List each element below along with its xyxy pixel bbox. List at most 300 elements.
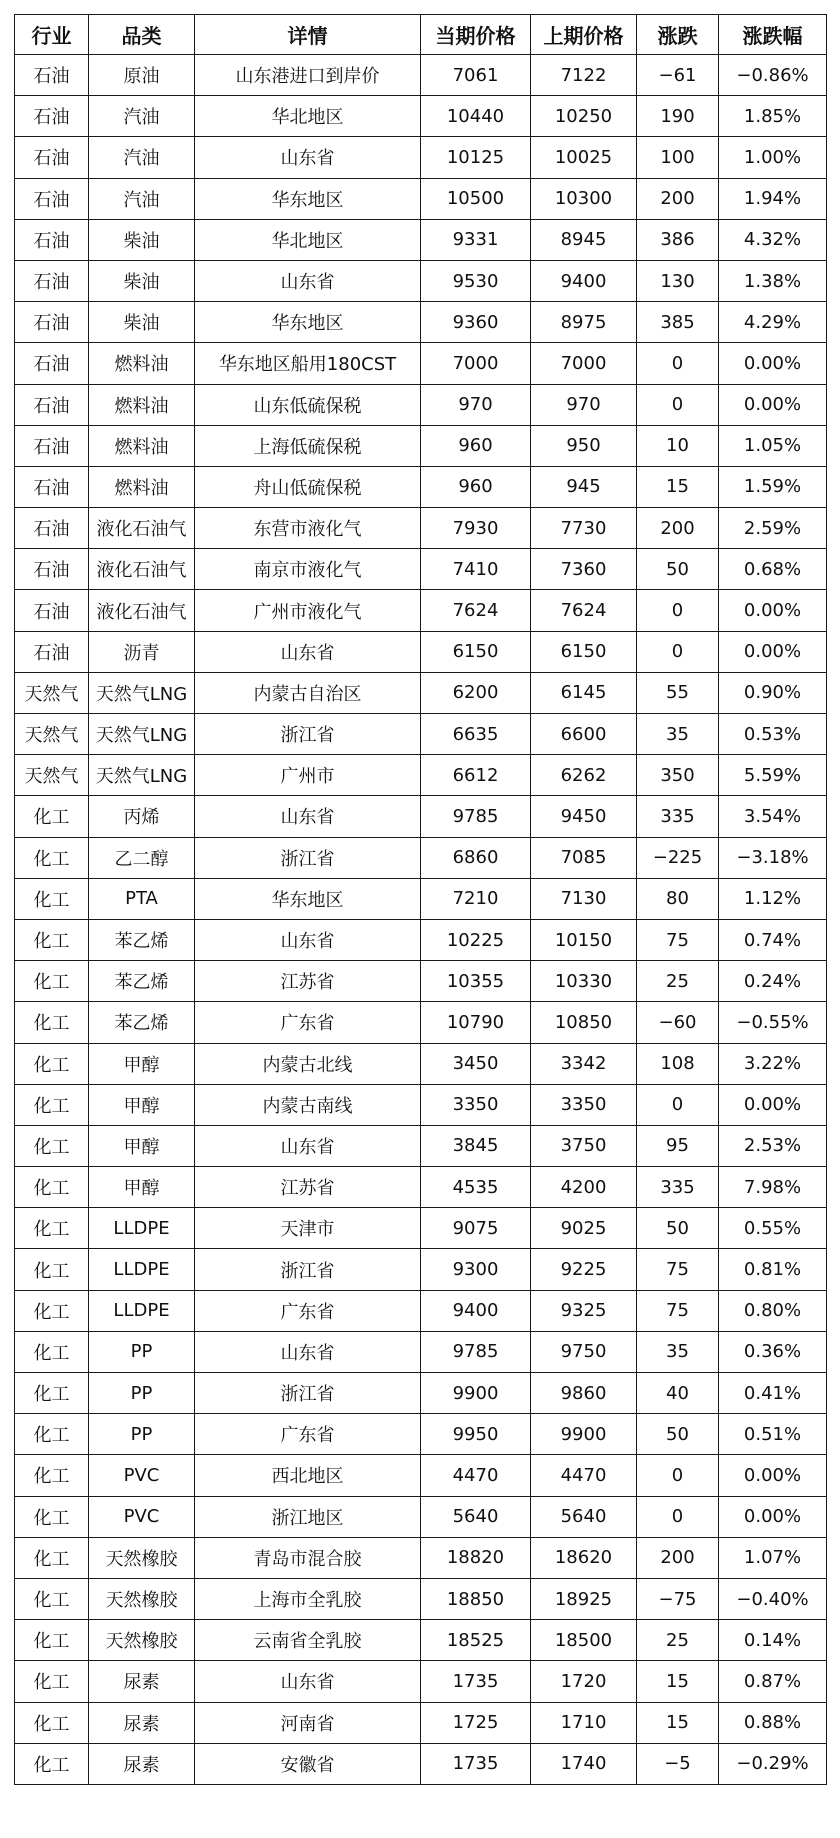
header-current-price: 当期价格 xyxy=(421,15,531,55)
cell-detail: 天津市 xyxy=(195,1208,421,1249)
cell-detail: 河南省 xyxy=(195,1702,421,1743)
cell-current-price: 1725 xyxy=(421,1702,531,1743)
cell-current-price: 9785 xyxy=(421,796,531,837)
cell-previous-price: 9450 xyxy=(531,796,637,837)
cell-category: 甲醇 xyxy=(89,1084,195,1125)
cell-change-percent: 0.53% xyxy=(719,714,827,755)
cell-change: 0 xyxy=(637,1455,719,1496)
cell-change-percent: 5.59% xyxy=(719,755,827,796)
cell-category: PVC xyxy=(89,1496,195,1537)
cell-current-price: 5640 xyxy=(421,1496,531,1537)
cell-previous-price: 10330 xyxy=(531,961,637,1002)
cell-category: 柴油 xyxy=(89,302,195,343)
table-row xyxy=(15,755,827,796)
price-table-container xyxy=(14,14,826,1785)
cell-category: 甲醇 xyxy=(89,1125,195,1166)
cell-change-percent: −0.55% xyxy=(719,1002,827,1043)
cell-industry: 石油 xyxy=(15,508,89,549)
cell-change: 75 xyxy=(637,1249,719,1290)
cell-category: 尿素 xyxy=(89,1743,195,1784)
table-row xyxy=(15,631,827,672)
cell-current-price: 18850 xyxy=(421,1578,531,1619)
cell-industry: 石油 xyxy=(15,260,89,301)
table-row xyxy=(15,1743,827,1784)
cell-industry: 石油 xyxy=(15,96,89,137)
cell-detail: 山东省 xyxy=(195,631,421,672)
cell-change-percent: 1.59% xyxy=(719,466,827,507)
cell-industry: 化工 xyxy=(15,1208,89,1249)
cell-category: 汽油 xyxy=(89,178,195,219)
cell-category: 汽油 xyxy=(89,96,195,137)
cell-change-percent: 0.00% xyxy=(719,1084,827,1125)
cell-current-price: 7061 xyxy=(421,55,531,96)
cell-change-percent: 2.59% xyxy=(719,508,827,549)
cell-industry: 化工 xyxy=(15,1084,89,1125)
cell-current-price: 9360 xyxy=(421,302,531,343)
table-row xyxy=(15,1002,827,1043)
cell-detail: 云南省全乳胶 xyxy=(195,1620,421,1661)
cell-detail: 东营市液化气 xyxy=(195,508,421,549)
cell-current-price: 970 xyxy=(421,384,531,425)
cell-previous-price: 5640 xyxy=(531,1496,637,1537)
cell-current-price: 10225 xyxy=(421,919,531,960)
cell-change: 50 xyxy=(637,1414,719,1455)
cell-change-percent: −0.86% xyxy=(719,55,827,96)
header-detail: 详情 xyxy=(195,15,421,55)
cell-change: 15 xyxy=(637,1661,719,1702)
cell-category: 天然橡胶 xyxy=(89,1578,195,1619)
cell-previous-price: 8945 xyxy=(531,219,637,260)
cell-industry: 石油 xyxy=(15,549,89,590)
cell-current-price: 3450 xyxy=(421,1043,531,1084)
cell-current-price: 4470 xyxy=(421,1455,531,1496)
cell-previous-price: 10850 xyxy=(531,1002,637,1043)
cell-change: 50 xyxy=(637,1208,719,1249)
cell-current-price: 1735 xyxy=(421,1661,531,1702)
cell-industry: 化工 xyxy=(15,1167,89,1208)
table-row xyxy=(15,1043,827,1084)
cell-previous-price: 950 xyxy=(531,425,637,466)
cell-detail: 上海市全乳胶 xyxy=(195,1578,421,1619)
cell-change: −75 xyxy=(637,1578,719,1619)
cell-current-price: 7410 xyxy=(421,549,531,590)
cell-change-percent: 0.88% xyxy=(719,1702,827,1743)
cell-change-percent: −0.29% xyxy=(719,1743,827,1784)
cell-detail: 华东地区 xyxy=(195,878,421,919)
cell-current-price: 18820 xyxy=(421,1537,531,1578)
table-body xyxy=(15,55,827,1785)
table-row xyxy=(15,919,827,960)
table-row xyxy=(15,714,827,755)
cell-detail: 华东地区 xyxy=(195,178,421,219)
cell-change-percent: 0.41% xyxy=(719,1373,827,1414)
cell-previous-price: 6600 xyxy=(531,714,637,755)
cell-change-percent: 0.81% xyxy=(719,1249,827,1290)
cell-previous-price: 970 xyxy=(531,384,637,425)
cell-change-percent: 1.07% xyxy=(719,1537,827,1578)
cell-current-price: 9950 xyxy=(421,1414,531,1455)
table-row xyxy=(15,219,827,260)
table-row xyxy=(15,1496,827,1537)
cell-change: 15 xyxy=(637,1702,719,1743)
cell-previous-price: 9325 xyxy=(531,1290,637,1331)
cell-change-percent: 0.68% xyxy=(719,549,827,590)
cell-category: 苯乙烯 xyxy=(89,961,195,1002)
cell-change-percent: 0.74% xyxy=(719,919,827,960)
table-row xyxy=(15,260,827,301)
cell-category: 苯乙烯 xyxy=(89,1002,195,1043)
cell-change: 385 xyxy=(637,302,719,343)
table-row xyxy=(15,1414,827,1455)
cell-change: 50 xyxy=(637,549,719,590)
cell-current-price: 7210 xyxy=(421,878,531,919)
cell-change-percent: 0.00% xyxy=(719,384,827,425)
cell-change-percent: 0.80% xyxy=(719,1290,827,1331)
cell-industry: 石油 xyxy=(15,137,89,178)
price-table xyxy=(14,14,827,1785)
cell-change-percent: 1.38% xyxy=(719,260,827,301)
cell-change-percent: 0.24% xyxy=(719,961,827,1002)
cell-detail: 南京市液化气 xyxy=(195,549,421,590)
cell-industry: 化工 xyxy=(15,1249,89,1290)
cell-industry: 石油 xyxy=(15,590,89,631)
cell-industry: 石油 xyxy=(15,219,89,260)
cell-detail: 安徽省 xyxy=(195,1743,421,1784)
cell-previous-price: 1720 xyxy=(531,1661,637,1702)
table-row xyxy=(15,549,827,590)
header-category: 品类 xyxy=(89,15,195,55)
cell-current-price: 3350 xyxy=(421,1084,531,1125)
cell-change: −5 xyxy=(637,1743,719,1784)
cell-industry: 化工 xyxy=(15,1537,89,1578)
cell-detail: 内蒙古自治区 xyxy=(195,672,421,713)
cell-industry: 化工 xyxy=(15,1331,89,1372)
cell-change: 40 xyxy=(637,1373,719,1414)
header-change-percent: 涨跌幅 xyxy=(719,15,827,55)
cell-category: 尿素 xyxy=(89,1661,195,1702)
cell-previous-price: 10150 xyxy=(531,919,637,960)
cell-change: 100 xyxy=(637,137,719,178)
cell-current-price: 9075 xyxy=(421,1208,531,1249)
cell-change: 0 xyxy=(637,631,719,672)
cell-change: 335 xyxy=(637,1167,719,1208)
cell-detail: 浙江省 xyxy=(195,1373,421,1414)
cell-industry: 化工 xyxy=(15,1414,89,1455)
cell-detail: 山东省 xyxy=(195,260,421,301)
cell-industry: 化工 xyxy=(15,1290,89,1331)
table-row xyxy=(15,961,827,1002)
cell-change-percent: −3.18% xyxy=(719,837,827,878)
cell-previous-price: 945 xyxy=(531,466,637,507)
cell-detail: 广东省 xyxy=(195,1002,421,1043)
cell-change: 0 xyxy=(637,1084,719,1125)
table-row xyxy=(15,178,827,219)
cell-change: 0 xyxy=(637,384,719,425)
cell-category: 燃料油 xyxy=(89,466,195,507)
cell-change: −61 xyxy=(637,55,719,96)
cell-category: 液化石油气 xyxy=(89,508,195,549)
cell-category: 乙二醇 xyxy=(89,837,195,878)
cell-detail: 华东地区船用180CST xyxy=(195,343,421,384)
cell-current-price: 9530 xyxy=(421,260,531,301)
cell-previous-price: 3750 xyxy=(531,1125,637,1166)
cell-change: 0 xyxy=(637,1496,719,1537)
cell-change-percent: 2.53% xyxy=(719,1125,827,1166)
cell-change: 25 xyxy=(637,961,719,1002)
cell-previous-price: 18500 xyxy=(531,1620,637,1661)
cell-previous-price: 7730 xyxy=(531,508,637,549)
cell-previous-price: 3342 xyxy=(531,1043,637,1084)
cell-previous-price: 7122 xyxy=(531,55,637,96)
cell-previous-price: 7360 xyxy=(531,549,637,590)
cell-industry: 石油 xyxy=(15,384,89,425)
cell-current-price: 6635 xyxy=(421,714,531,755)
cell-category: PP xyxy=(89,1414,195,1455)
header-previous-price: 上期价格 xyxy=(531,15,637,55)
cell-previous-price: 9400 xyxy=(531,260,637,301)
cell-change-percent: 0.00% xyxy=(719,590,827,631)
cell-category: PVC xyxy=(89,1455,195,1496)
table-row xyxy=(15,384,827,425)
cell-current-price: 10500 xyxy=(421,178,531,219)
cell-previous-price: 4470 xyxy=(531,1455,637,1496)
cell-previous-price: 6262 xyxy=(531,755,637,796)
cell-change-percent: 4.29% xyxy=(719,302,827,343)
cell-change-percent: 3.22% xyxy=(719,1043,827,1084)
cell-detail: 上海低硫保税 xyxy=(195,425,421,466)
cell-previous-price: 10250 xyxy=(531,96,637,137)
cell-change-percent: 0.00% xyxy=(719,1455,827,1496)
cell-change: 35 xyxy=(637,1331,719,1372)
cell-category: 天然气LNG xyxy=(89,755,195,796)
cell-detail: 广东省 xyxy=(195,1414,421,1455)
cell-previous-price: 10025 xyxy=(531,137,637,178)
cell-industry: 石油 xyxy=(15,178,89,219)
cell-current-price: 9400 xyxy=(421,1290,531,1331)
cell-detail: 山东省 xyxy=(195,796,421,837)
cell-previous-price: 8975 xyxy=(531,302,637,343)
cell-previous-price: 6145 xyxy=(531,672,637,713)
cell-change-percent: 0.00% xyxy=(719,631,827,672)
cell-change: 0 xyxy=(637,590,719,631)
cell-category: 天然气LNG xyxy=(89,714,195,755)
cell-category: 尿素 xyxy=(89,1702,195,1743)
cell-current-price: 7000 xyxy=(421,343,531,384)
cell-change-percent: 0.36% xyxy=(719,1331,827,1372)
cell-previous-price: 9025 xyxy=(531,1208,637,1249)
cell-category: 燃料油 xyxy=(89,384,195,425)
table-row xyxy=(15,1661,827,1702)
table-row xyxy=(15,878,827,919)
cell-current-price: 6612 xyxy=(421,755,531,796)
cell-change: 75 xyxy=(637,1290,719,1331)
cell-change: 95 xyxy=(637,1125,719,1166)
cell-industry: 化工 xyxy=(15,1373,89,1414)
table-row xyxy=(15,1167,827,1208)
cell-detail: 浙江地区 xyxy=(195,1496,421,1537)
cell-change: 80 xyxy=(637,878,719,919)
header-change: 涨跌 xyxy=(637,15,719,55)
cell-detail: 内蒙古北线 xyxy=(195,1043,421,1084)
cell-current-price: 960 xyxy=(421,466,531,507)
cell-category: PP xyxy=(89,1373,195,1414)
cell-category: 汽油 xyxy=(89,137,195,178)
cell-change-percent: 4.32% xyxy=(719,219,827,260)
table-row xyxy=(15,55,827,96)
cell-detail: 广州市液化气 xyxy=(195,590,421,631)
cell-category: 天然橡胶 xyxy=(89,1620,195,1661)
cell-previous-price: 1710 xyxy=(531,1702,637,1743)
table-row xyxy=(15,302,827,343)
cell-change: 55 xyxy=(637,672,719,713)
cell-current-price: 6150 xyxy=(421,631,531,672)
cell-change-percent: 0.55% xyxy=(719,1208,827,1249)
cell-change: 350 xyxy=(637,755,719,796)
cell-change: 0 xyxy=(637,343,719,384)
cell-industry: 化工 xyxy=(15,919,89,960)
table-row xyxy=(15,1208,827,1249)
cell-previous-price: 9860 xyxy=(531,1373,637,1414)
cell-detail: 山东港进口到岸价 xyxy=(195,55,421,96)
cell-change-percent: −0.40% xyxy=(719,1578,827,1619)
cell-category: LLDPE xyxy=(89,1249,195,1290)
cell-change-percent: 1.94% xyxy=(719,178,827,219)
cell-detail: 浙江省 xyxy=(195,837,421,878)
cell-previous-price: 7624 xyxy=(531,590,637,631)
cell-current-price: 10355 xyxy=(421,961,531,1002)
cell-change-percent: 0.14% xyxy=(719,1620,827,1661)
cell-industry: 天然气 xyxy=(15,672,89,713)
cell-industry: 石油 xyxy=(15,425,89,466)
cell-change-percent: 3.54% xyxy=(719,796,827,837)
table-row xyxy=(15,1373,827,1414)
cell-previous-price: 9900 xyxy=(531,1414,637,1455)
cell-current-price: 960 xyxy=(421,425,531,466)
cell-category: 燃料油 xyxy=(89,343,195,384)
cell-industry: 化工 xyxy=(15,1455,89,1496)
cell-current-price: 7624 xyxy=(421,590,531,631)
cell-change: 25 xyxy=(637,1620,719,1661)
cell-industry: 天然气 xyxy=(15,714,89,755)
cell-current-price: 4535 xyxy=(421,1167,531,1208)
cell-industry: 化工 xyxy=(15,878,89,919)
cell-industry: 化工 xyxy=(15,1496,89,1537)
cell-previous-price: 10300 xyxy=(531,178,637,219)
table-header-row xyxy=(15,15,827,55)
cell-category: 原油 xyxy=(89,55,195,96)
cell-current-price: 9785 xyxy=(421,1331,531,1372)
cell-previous-price: 7130 xyxy=(531,878,637,919)
cell-industry: 化工 xyxy=(15,1578,89,1619)
cell-category: 柴油 xyxy=(89,219,195,260)
cell-detail: 山东省 xyxy=(195,919,421,960)
cell-detail: 华北地区 xyxy=(195,96,421,137)
cell-change-percent: 1.05% xyxy=(719,425,827,466)
cell-industry: 化工 xyxy=(15,1743,89,1784)
cell-category: 液化石油气 xyxy=(89,590,195,631)
cell-industry: 化工 xyxy=(15,1125,89,1166)
cell-detail: 华东地区 xyxy=(195,302,421,343)
table-row xyxy=(15,466,827,507)
cell-change: 200 xyxy=(637,178,719,219)
table-row xyxy=(15,1702,827,1743)
cell-industry: 化工 xyxy=(15,796,89,837)
cell-detail: 浙江省 xyxy=(195,714,421,755)
cell-industry: 化工 xyxy=(15,1661,89,1702)
cell-detail: 山东省 xyxy=(195,137,421,178)
table-row xyxy=(15,672,827,713)
cell-previous-price: 4200 xyxy=(531,1167,637,1208)
cell-current-price: 3845 xyxy=(421,1125,531,1166)
cell-category: 苯乙烯 xyxy=(89,919,195,960)
cell-industry: 天然气 xyxy=(15,755,89,796)
cell-change-percent: 0.00% xyxy=(719,343,827,384)
cell-current-price: 10440 xyxy=(421,96,531,137)
cell-change: 10 xyxy=(637,425,719,466)
table-row xyxy=(15,137,827,178)
cell-industry: 化工 xyxy=(15,961,89,1002)
cell-current-price: 18525 xyxy=(421,1620,531,1661)
cell-detail: 西北地区 xyxy=(195,1455,421,1496)
cell-change: 200 xyxy=(637,508,719,549)
table-row xyxy=(15,343,827,384)
cell-category: 沥青 xyxy=(89,631,195,672)
table-row xyxy=(15,796,827,837)
cell-detail: 内蒙古南线 xyxy=(195,1084,421,1125)
table-row xyxy=(15,1084,827,1125)
table-row xyxy=(15,1455,827,1496)
cell-change-percent: 0.87% xyxy=(719,1661,827,1702)
cell-category: 液化石油气 xyxy=(89,549,195,590)
cell-previous-price: 7000 xyxy=(531,343,637,384)
header-industry: 行业 xyxy=(15,15,89,55)
cell-change: 200 xyxy=(637,1537,719,1578)
cell-detail: 江苏省 xyxy=(195,961,421,1002)
cell-previous-price: 9750 xyxy=(531,1331,637,1372)
table-row xyxy=(15,508,827,549)
cell-change: 75 xyxy=(637,919,719,960)
cell-industry: 石油 xyxy=(15,302,89,343)
table-row xyxy=(15,425,827,466)
cell-change: −60 xyxy=(637,1002,719,1043)
cell-current-price: 6200 xyxy=(421,672,531,713)
cell-category: 天然橡胶 xyxy=(89,1537,195,1578)
cell-category: 燃料油 xyxy=(89,425,195,466)
table-row xyxy=(15,1290,827,1331)
cell-previous-price: 7085 xyxy=(531,837,637,878)
table-row xyxy=(15,96,827,137)
cell-detail: 青岛市混合胶 xyxy=(195,1537,421,1578)
cell-current-price: 1735 xyxy=(421,1743,531,1784)
cell-change-percent: 1.12% xyxy=(719,878,827,919)
cell-change: 386 xyxy=(637,219,719,260)
cell-industry: 石油 xyxy=(15,631,89,672)
table-row xyxy=(15,1578,827,1619)
table-row xyxy=(15,1249,827,1290)
cell-detail: 广东省 xyxy=(195,1290,421,1331)
cell-current-price: 6860 xyxy=(421,837,531,878)
cell-category: PTA xyxy=(89,878,195,919)
cell-industry: 化工 xyxy=(15,1620,89,1661)
cell-detail: 山东省 xyxy=(195,1331,421,1372)
cell-current-price: 7930 xyxy=(421,508,531,549)
cell-detail: 华北地区 xyxy=(195,219,421,260)
table-row xyxy=(15,590,827,631)
cell-industry: 化工 xyxy=(15,1043,89,1084)
cell-change: 15 xyxy=(637,466,719,507)
cell-category: 丙烯 xyxy=(89,796,195,837)
cell-industry: 石油 xyxy=(15,55,89,96)
